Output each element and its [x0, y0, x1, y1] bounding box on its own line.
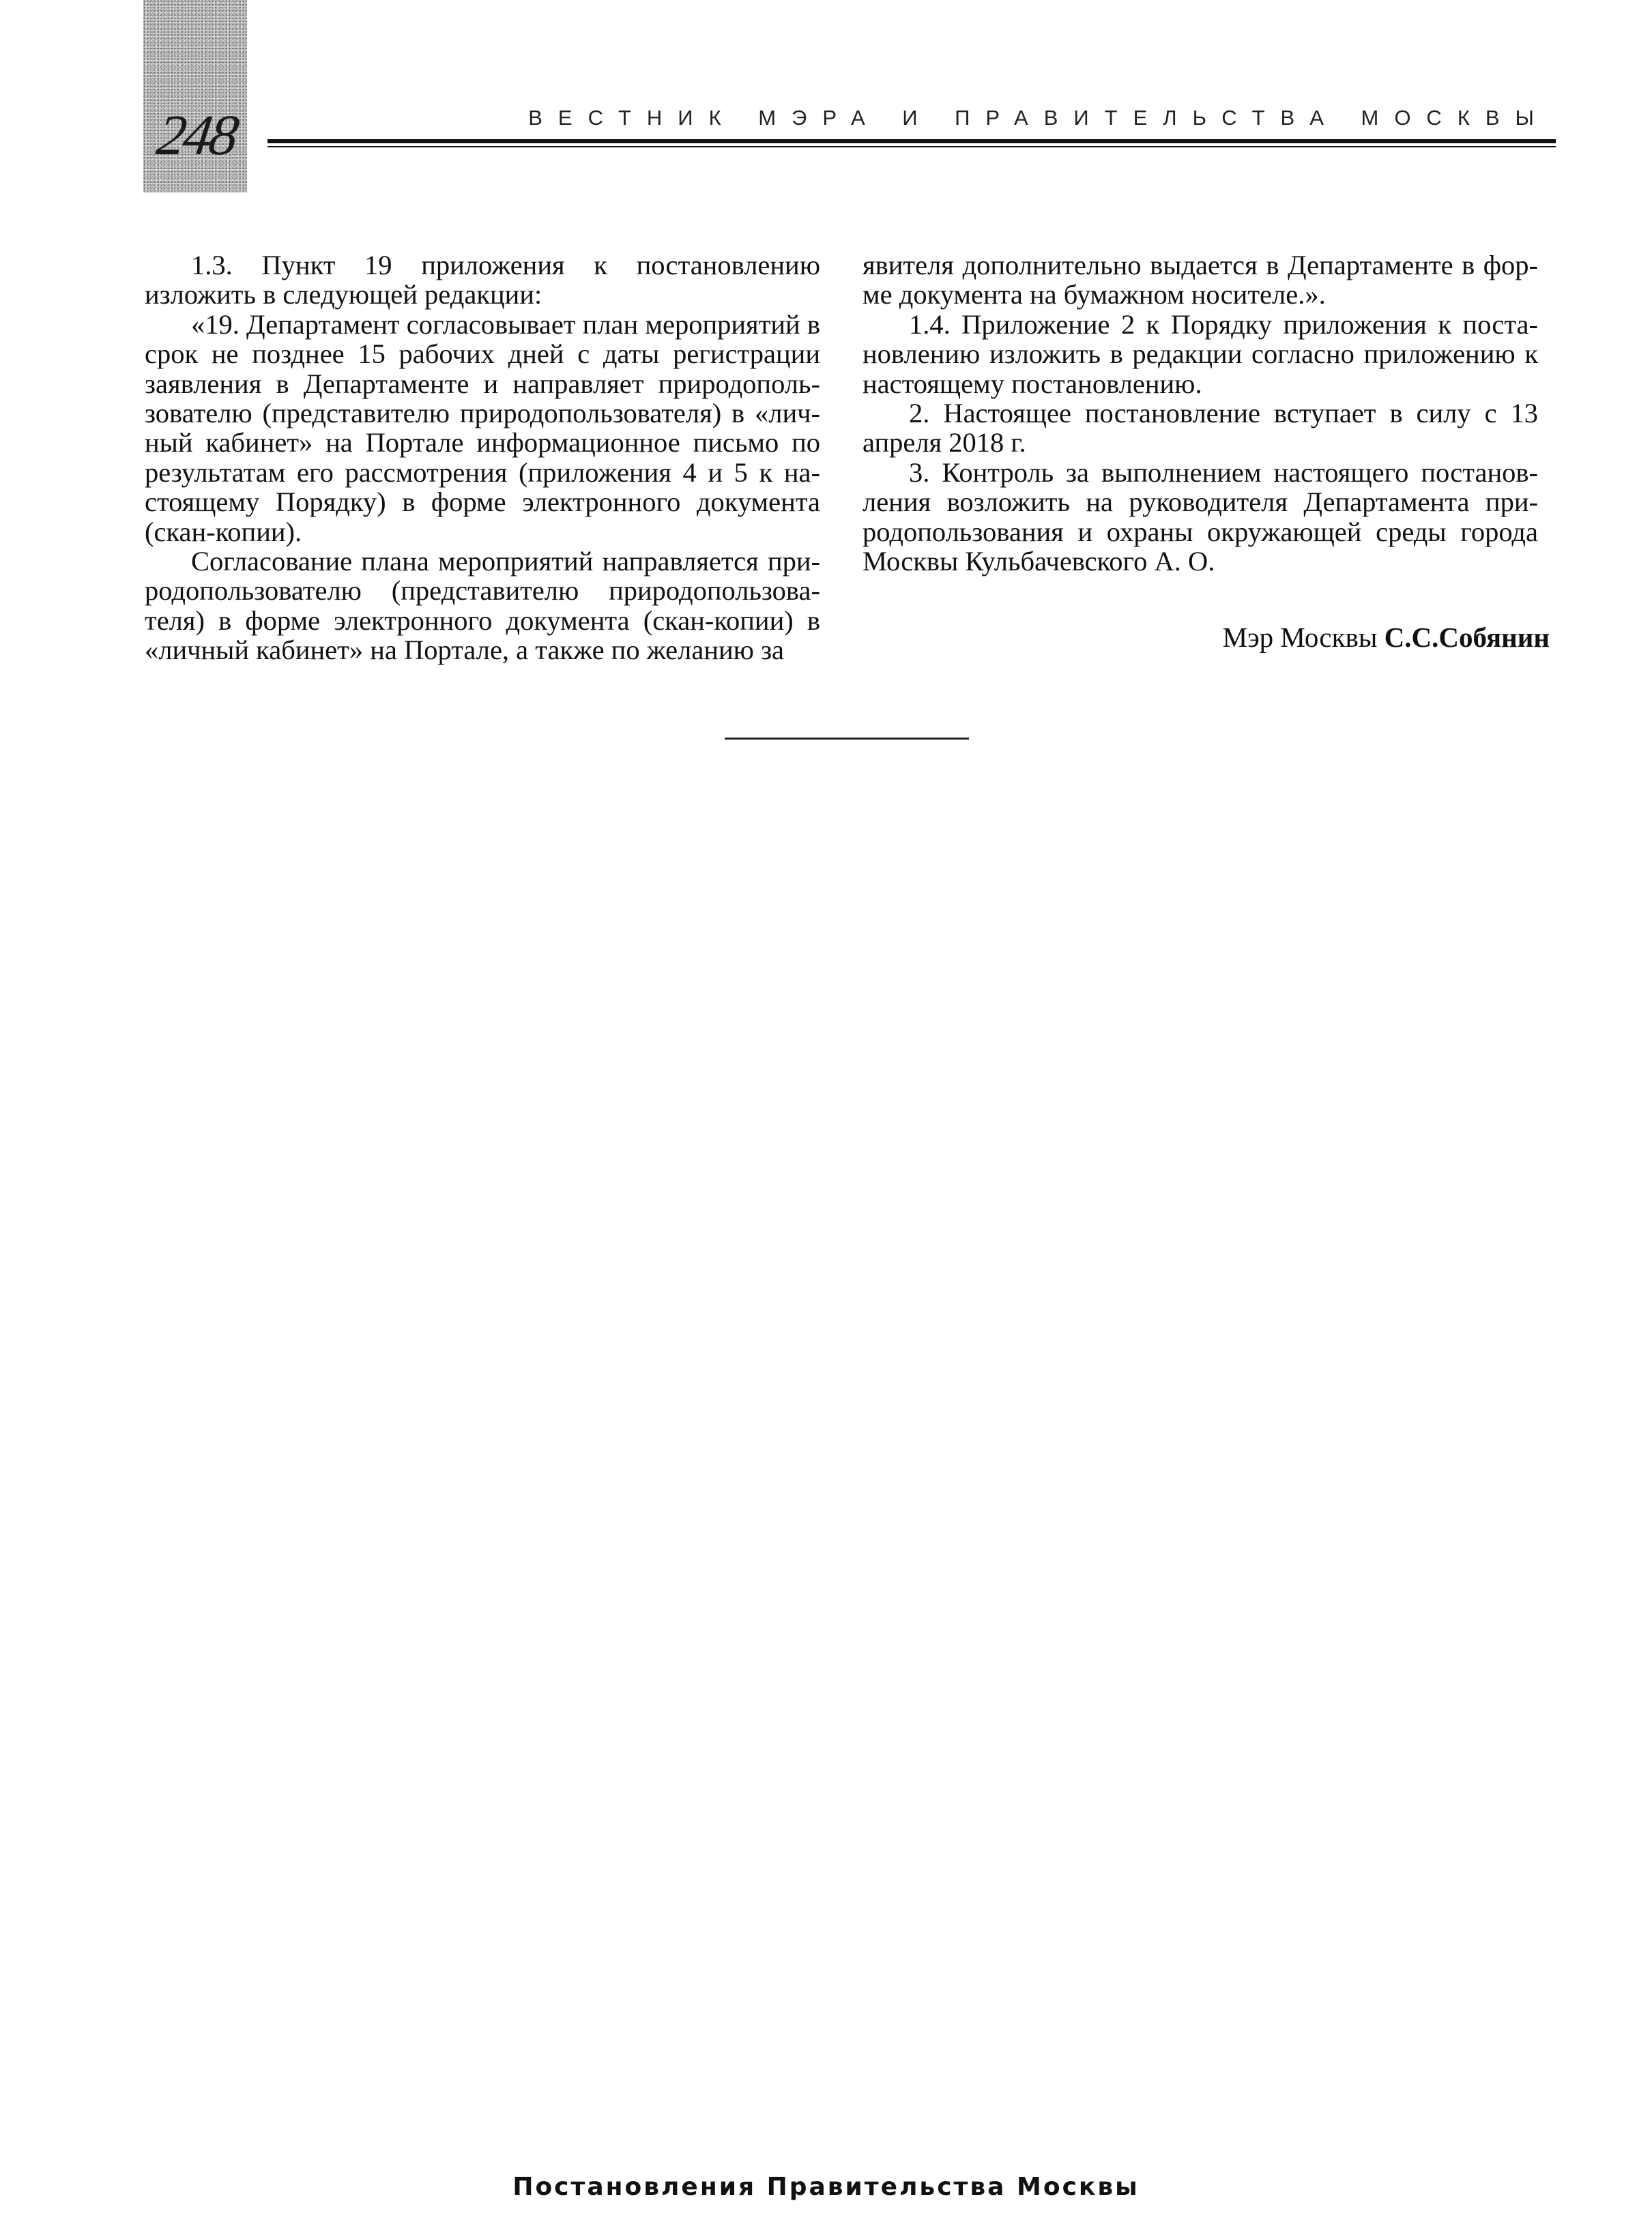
page-number-block [143, 0, 247, 192]
paragraph: «19. Департамент согласовывает план мероприятий в срок не позднее 15 рабочих дней с даты регистрации заявления в Департаменте и направляет природопользователю (представителю природопользователя) в «личный кабинет» на Портале информационное письмо по результатам его рассмотрения (приложения 4 и 5 к настоящему Порядку) в форме электронного документа (скан-копии). [145, 308, 820, 547]
paragraph: Согласование плана мероприятий направляется природопользователю (представителю природопользователя) в форме электронного документа (скан-копии) в «личный кабинет» на Портале, а также по желанию за [145, 546, 820, 666]
header-rule-thin [267, 146, 1556, 147]
paragraph: 2. Настоящее постановление вступает в силу с 13 апреля 2018 г. [863, 398, 1538, 458]
signature [1223, 621, 1550, 654]
left-column [145, 250, 820, 665]
header-rule [267, 139, 1556, 143]
running-head: ВЕСТНИК МЭРА И ПРАВИТЕЛЬСТВА МОСКВЫ [528, 106, 1550, 130]
paragraph: 1.4. Приложение 2 к Порядку приложения к постановлению изложить в редакции согласно приложению к настоящему постановлению. [863, 308, 1538, 399]
right-column [863, 250, 1538, 576]
paragraph: явителя дополнительно выдается в Департаменте в форме документа на бумажном носителе.». [863, 250, 1538, 310]
signature-name: С.С.Собянин [1384, 622, 1550, 653]
paragraph: 1.3. Пункт 19 приложения к постановлению изложить в следующей редакции: [145, 250, 820, 310]
signature-title: Мэр Москвы [1222, 622, 1385, 653]
page-number: 248 [153, 104, 240, 167]
paragraph: 3. Контроль за выполнением настоящего постановления возложить на руководителя Департамента природопользования и охраны окружающей среды города Москвы Кульбачевского А. О. [863, 456, 1538, 577]
footer-title: Постановления Правительства Москвы [512, 2173, 1140, 2201]
end-rule [725, 738, 969, 740]
